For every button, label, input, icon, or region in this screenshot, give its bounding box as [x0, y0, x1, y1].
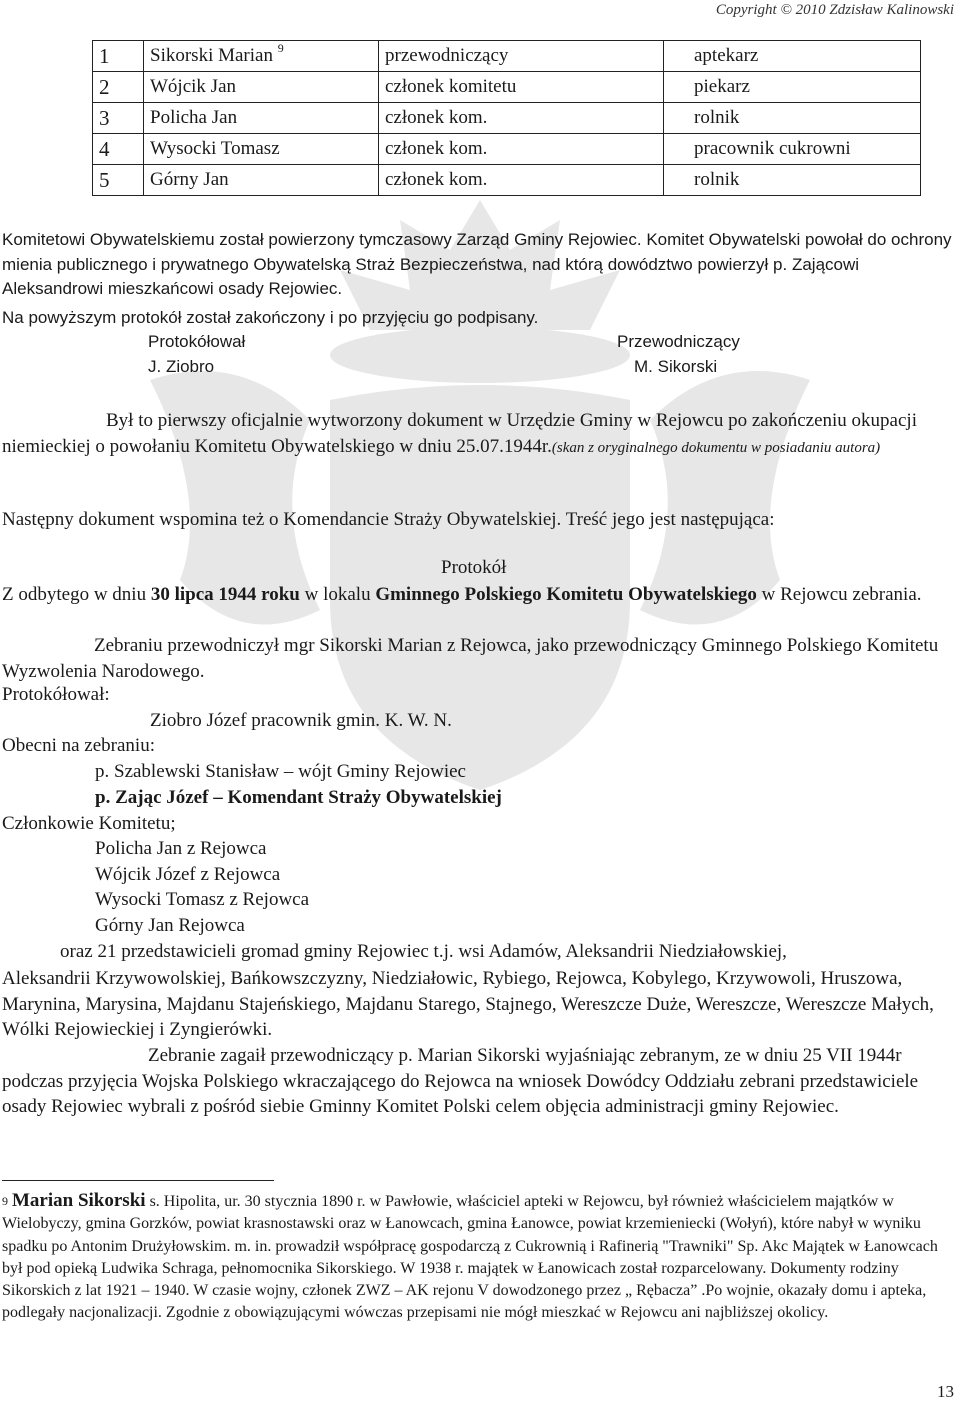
- czlonek-item: Wójcik Józef z Rejowca: [95, 864, 281, 885]
- member-name-text: Policha Jan: [150, 107, 238, 128]
- footnote-9: [2, 1190, 958, 1325]
- copyright-notice: Copyright © 2010 Zdzisław Kalinowski: [715, 2, 954, 18]
- obecni-wojt: p. Szablewski Stanisław – wójt Gminy Rejowiec: [95, 761, 466, 782]
- table-row: [93, 41, 921, 72]
- footnote-text: s. Hipolita, ur. 30 stycznia 1890 r. w Pawłowie, właściciel apteki w Rejowcu, był również właścicielem majątków w Wielobyczy, gmina Gorzków, powiat krasnostawski oraz w Łanowcach, gmina Łanowce, powiat krzemieniecki (Wołyń), które nabył w wyniku spadku po Antonim Drużyłowskim. m. in. prowadził współpracę gospodarczą z Cukrownią i Rafinerią "Trawniki" Sp. Akc Majątek w Łanowcach był pod opieką Ludwika Schraga, pełnomocnika Sikorskiego. W 1938 r. majątek w Łanowicach został rozparcelowany. Dokumenty rodziny Sikorskich z lat 1921 – 1940. W czasie wojny, członek ZWZ – AK rejonu V dowodzonego przez „ Rębacza” .Po wojnie, okazały domu i apteka, podlegały nacjonalizacji. Zgodnie z obowiązującymi wówczas przepisami nie mógł mieszkać w Rejowcu ani najbliższej okolicy.: [2, 1193, 938, 1322]
- member-role: [379, 165, 664, 196]
- member-number-text: 5: [99, 167, 110, 192]
- obecni-label: Obecni na zebraniu:: [2, 735, 155, 756]
- paragraph-komitet: Komitetowi Obywatelskiemu został powierzony tymczasowy Zarząd Gminy Rejowiec. Komitet Obywatelski powołał do ochrony mienia publicznego i prywatnego Obywatelską Straż Bezpieczeństwa, nad którą dowództwo powierzył p. Zającowi Aleksandrowi mieszkańcowi osady Rejowiec.: [2, 230, 952, 299]
- footnote-divider: [2, 1180, 274, 1181]
- member-occupation: [664, 72, 921, 103]
- paragraph-next-document: Następny dokument wspomina też o Komendancie Straży Obywatelskiej. Treść jego jest następująca:: [2, 509, 775, 530]
- member-number-text: 4: [99, 136, 110, 161]
- czlonek-item: Górny Jan Rejowca: [95, 915, 245, 936]
- protokol-closing: Zebranie zagaił przewodniczący p. Marian Sikorski wyjaśniając zebranym, ze w dniu 25 VII 1944r podczas przyjęcia Wojska Polskiego wkraczającego do Rejowca na wniosek Dowódcy Oddziału zebrani przedstawiciele osady Rejowiec wybrali z pośród siebie Gminny Komitet Polski celem objęcia administracji gminy Rejowiec.: [2, 1045, 919, 1117]
- table-row: [93, 165, 921, 196]
- member-number: [93, 103, 144, 134]
- signature-right-title: Przewodniczący: [617, 332, 740, 351]
- member-role-text: członek kom.: [385, 138, 488, 159]
- member-name: [144, 165, 379, 196]
- member-occupation: [664, 103, 921, 134]
- paragraph-first-document: [2, 408, 958, 461]
- member-occupation-text: rolnik: [694, 107, 740, 128]
- member-role-text: członek komitetu: [385, 76, 517, 97]
- member-occupation-text: piekarz: [694, 76, 750, 97]
- intro-part-c: w Rejowcu zebrania.: [756, 584, 922, 605]
- member-role: [379, 41, 664, 72]
- table-row: [93, 134, 921, 165]
- member-name-text: Wysocki Tomasz: [150, 138, 280, 159]
- member-number: [93, 72, 144, 103]
- member-occupation-text: pracownik cukrowni: [694, 138, 851, 159]
- footnote-name: Marian Sikorski: [12, 1190, 146, 1211]
- first-document-text: Był to pierwszy oficjalnie wytworzony dokument w Urzędzie Gminy w Rejowcu po zakończeniu okupacji niemieckiej o powołaniu Komitetu Obywatelskiego w dniu 25.07.1944r.: [2, 410, 917, 457]
- member-name-text: Sikorski Marian: [150, 45, 273, 66]
- protokolowal-label: Protokółował:: [2, 684, 110, 705]
- intro-part-b: w lokalu: [299, 584, 376, 605]
- member-role: [379, 72, 664, 103]
- member-number: [93, 134, 144, 165]
- czlonek-item: Policha Jan z Rejowca: [95, 838, 267, 859]
- scan-note: (skan z oryginalnego dokumentu w posiadaniu autora): [551, 439, 881, 456]
- member-role-text: członek kom.: [385, 107, 488, 128]
- table-row: [93, 103, 921, 134]
- member-number-text: 3: [99, 105, 110, 130]
- protokolowal-name: Ziobro Józef pracownik gmin. K. W. N.: [150, 710, 452, 731]
- signature-left-title: Protokółował: [148, 332, 246, 351]
- signature-left-name: J. Ziobro: [148, 357, 215, 376]
- member-name: [144, 41, 379, 72]
- member-role-text: członek kom.: [385, 169, 488, 190]
- member-role-text: przewodniczący: [385, 45, 509, 66]
- czlonek-item: Wysocki Tomasz z Rejowca: [95, 889, 310, 910]
- member-name: [144, 72, 379, 103]
- member-name-text: Wójcik Jan: [150, 76, 237, 97]
- table-row: [93, 72, 921, 103]
- member-name: [144, 134, 379, 165]
- intro-organization: Gminnego Polskiego Komitetu Obywatelskiego: [375, 584, 757, 605]
- member-occupation: [664, 165, 921, 196]
- paragraph-closing: Na powyższym protokół został zakończony i po przyjęciu go podpisany.: [2, 308, 539, 327]
- member-number: [93, 41, 144, 72]
- member-role: [379, 134, 664, 165]
- representatives-villages: Aleksandrii Krzywowolskiej, Bańkowszczyzny, Niedziałowic, Rybiego, Rejowca, Kobylego, Krzywowoli, Hruszowa, Marynina, Marysina, Majdanu Stajeńskiego, Majdanu Starego, Stajnego, Wereszcze Duże, Wereszcze, Wereszcze Małych, Wólki Rejowieckiej i Zyngierówki.: [2, 968, 934, 1040]
- member-name: [144, 103, 379, 134]
- czlonkowie-label: Członkowie Komitetu;: [2, 813, 176, 834]
- committee-members-table: [92, 40, 921, 196]
- member-occupation-text: rolnik: [694, 169, 740, 190]
- member-occupation: [664, 41, 921, 72]
- member-name-text: Górny Jan: [150, 169, 229, 190]
- protokol-chair: Zebraniu przewodniczył mgr Sikorski Marian z Rejowca, jako przewodniczący Gminnego Polskiego Komitetu Wyzwolenia Narodowego.: [2, 635, 939, 682]
- protokol-title: Protokół: [441, 557, 507, 578]
- member-occupation-text: aptekarz: [694, 45, 759, 66]
- page-number: 13: [937, 1382, 954, 1401]
- representatives-first-line: oraz 21 przedstawicieli gromad gminy Rejowiec t.j. wsi Adamów, Aleksandrii Niedziałowskiej,: [60, 941, 787, 962]
- signature-right-name: M. Sikorski: [634, 357, 718, 376]
- member-occupation: [664, 134, 921, 165]
- member-number: [93, 165, 144, 196]
- obecni-komendant: p. Zając Józef – Komendant Straży Obywatelskiej: [95, 787, 502, 808]
- protokol-intro: [2, 582, 958, 608]
- member-role: [379, 103, 664, 134]
- footnote-mark: 9: [2, 1194, 8, 1208]
- footnote-reference[interactable]: 9: [277, 41, 284, 55]
- intro-part-a: Z odbytego w dniu: [2, 584, 151, 605]
- member-number-text: 1: [99, 43, 110, 68]
- intro-date: 30 lipca 1944 roku: [150, 584, 300, 605]
- member-number-text: 2: [99, 74, 110, 99]
